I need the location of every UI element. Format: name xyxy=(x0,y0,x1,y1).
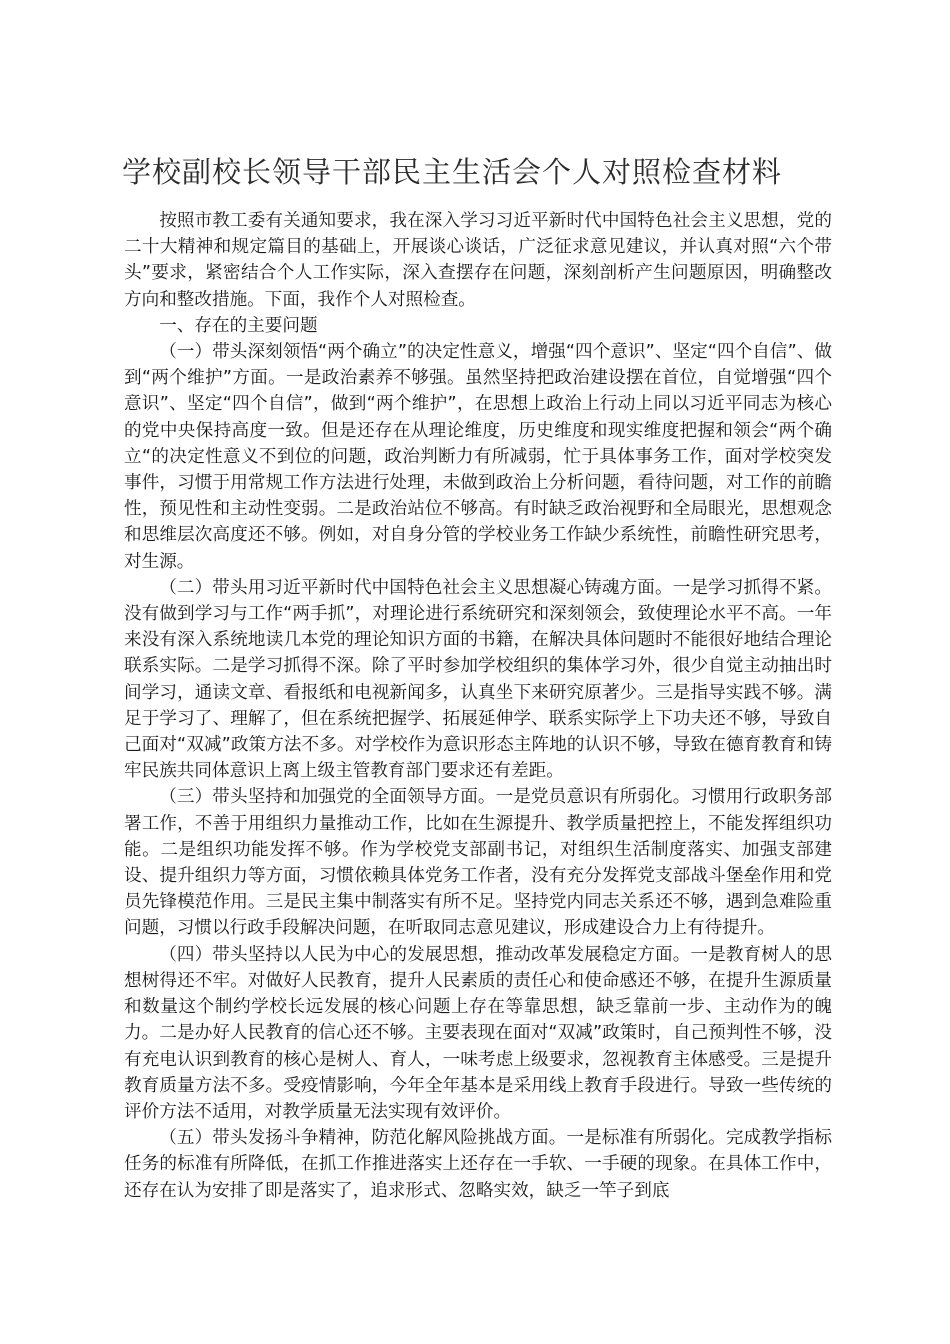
paragraph-item-4: （四）带头坚持以人民为中心的发展思想，推动改革发展稳定方面。一是教育树人的思想树得还不牢。对做好人民教育，提升人民素质的责任心和使命感还不够，在提升生源质量和数量这个制约学校长远发展的核心问题上存在等靠思想，缺乏靠前一步、主动作为的魄力。二是办好人民教育的信心还不够。主要表现在面对“双减”政策时，自己预判性不够，没有充电认识到教育的核心是树人、育人，一味考虑上级要求，忽视教育主体感受。三是提升教育质量方法不多。受疫情影响，今年全年基本是采用线上教育手段进行。导致一些传统的评价方法不适用，对教学质量无法实现有效评价。 xyxy=(124,944,832,1122)
document-title: 学校副校长领导干部民主生活会个人对照检查材料 xyxy=(122,155,783,189)
paragraph-item-3: （三）带头坚持和加强党的全面领导方面。一是党员意识有所弱化。习惯用行政职务部署工作，不善于用组织力量推动工作，比如在生源提升、教学质量把控上，不能发挥组织功能。二是组织功能发挥不够。作为学校党支部副书记，对组织生活制度落实、加强支部建设、提升组织力等方面，习惯依赖具体党务工作者，没有充分发挥党支部战斗堡垒作用和党员先锋模范作用。三是民主集中制落实有所不足。坚持党内同志关系还不够，遇到急难险重问题，习惯以行政手段解决问题，在听取同志意见建议，形成建设合力上有待提升。 xyxy=(124,787,832,939)
document-body xyxy=(124,208,832,1204)
paragraph-intro: 按照市教工委有关通知要求，我在深入学习习近平新时代中国特色社会主义思想，党的二十大精神和规定篇目的基础上，开展谈心谈话，广泛征求意见建议，并认真对照“六个带头”要求，紧密结合个人工作实际，深入查摆存在问题，深刻剖析产生问题原因，明确整改方向和整改措施。下面，我作个人对照检查。 xyxy=(124,211,832,310)
section-heading: 一、存在的主要问题 xyxy=(159,315,318,336)
paragraph-item-1: （一）带头深刻领悟“两个确立”的决定性意义，增强“四个意识”、坚定“四个自信”、做到“两个维护”方面。一是政治素养不够强。虽然坚持把政治建设摆在首位，自觉增强“四个意识”、坚定“四个自信”，做到“两个维护”，在思想上政治上行动上同以习近平同志为核心的党中央保持高度一致。但是还存在从理论维度，历史维度和现实维度把握和领会“两个确立“的决定性意义不到位的问题，政治判断力有所减弱，忙于具体事务工作，面对学校突发事件，习惯于用常规工作方法进行处理，未做到政治上分析问题，看待问题，对工作的前瞻性，预见性和主动性变弱。二是政治站位不够高。有时缺乏政治视野和全局眼光，思想观念和思维层次高度还不够。例如，对自身分管的学校业务工作缺少系统性，前瞻性研究思考，对生源。 xyxy=(124,342,832,572)
paragraph-item-2: （二）带头用习近平新时代中国特色社会主义思想凝心铸魂方面。一是学习抓得不紧。没有做到学习与工作“两手抓”，对理论进行系统研究和深刻领会，致使理论水平不高。一年来没有深入系统地读几本党的理论知识方面的书籍，在解决具体问题时不能很好地结合理论联系实际。二是学习抓得不深。除了平时参加学校组织的集体学习外，很少自觉主动抽出时间学习，通读文章、看报纸和电视新闻多，认真坐下来研究原著少。三是指导实践不够。满足于学习了、理解了，但在系统把握学、拓展延伸学、联系实际学上下功夫还不够，导致自己面对“双减”政策方法不多。对学校作为意识形态主阵地的认识不够，导致在德育教育和铸牢民族共同体意识上离上级主管教育部门要求还有差距。 xyxy=(124,577,832,782)
paragraph-item-5: （五）带头发扬斗争精神，防范化解风险挑战方面。一是标准有所弱化。完成教学指标任务的标准有所降低，在抓工作推进落实上还存在一手软、一手硬的现象。在具体工作中，还存在认为安排了即是落实了，追求形式、忽略实效，缺乏一竿子到底 xyxy=(124,1128,832,1201)
